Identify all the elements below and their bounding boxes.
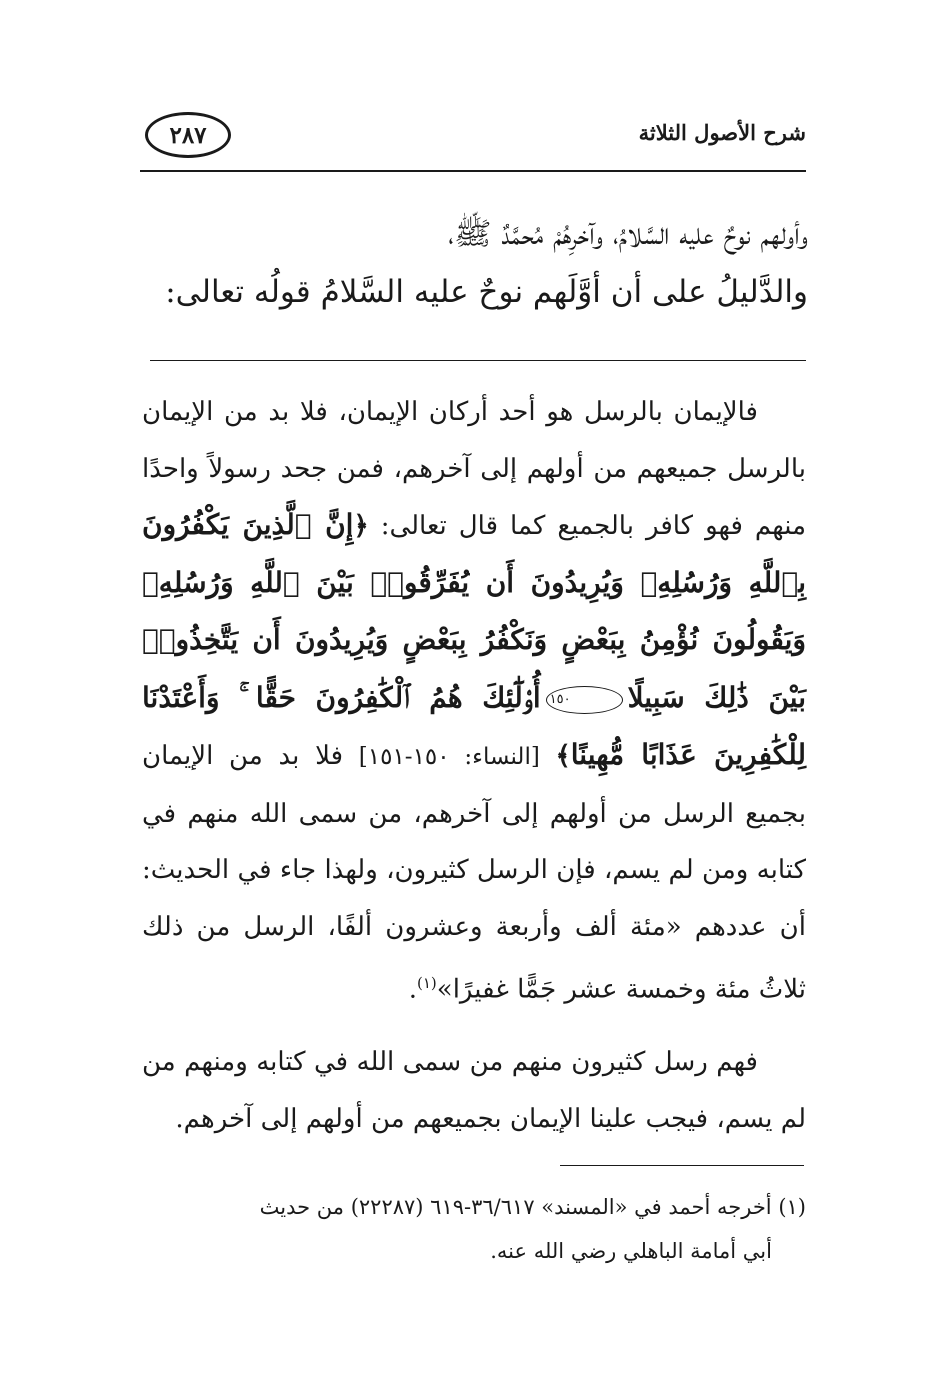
matn-text	[138, 205, 808, 321]
ayah-number-marker: ١٥٠	[546, 686, 623, 714]
running-header-title: شرح الأصول الثلاثة	[638, 120, 806, 145]
quran-brace-open: ﴿	[353, 511, 369, 541]
commentary-paragraph-2: فهم رسل كثيرون منهم من سمى الله في كتابه ومنهم من لم يسم، فيجب علينا الإيمان بجميعهم من أولهم إلى آخرهم.	[142, 1047, 806, 1134]
footnote-line-1: (١) أخرجه أحمد في «المسند» ٣٦/٦١٧-٦١٩ (٢٢٢٨٧) من حديث	[259, 1195, 806, 1219]
footnote	[142, 1185, 806, 1273]
quran-verse-part-1: إِنَّ ٱلَّذِينَ يَكْفُرُونَ بِٱللَّهِ وَرُسُلِهِۦ وَيُرِيدُونَ أَن يُفَرِّقُوا۟ بَيْنَ ٱللَّهِ وَرُسُلِهِۦ وَيَقُولُونَ نُؤْمِنُ بِبَعْضٍ وَنَكْفُرُ بِبَعْضٍ وَيُرِيدُونَ أَن يَتَّخِذُوا۟ بَيْنَ ذَٰلِكَ سَبِيلًا	[142, 508, 807, 714]
footnote-reference-mark: (١)	[417, 974, 437, 992]
matn-line-2: والدَّليلُ على أن أوَّلَهم نوحٌ عليه السَّلامُ قولُه تعالى:	[165, 274, 808, 310]
header-divider	[140, 170, 806, 172]
quran-brace-close: ﴾	[555, 741, 571, 771]
commentary-text	[142, 384, 806, 1147]
paragraph-1-end: .	[408, 974, 417, 1005]
matn-divider	[150, 360, 806, 361]
page-number-badge	[145, 112, 231, 158]
matn-line-1: وأولهم نوحٌ عليه السَّلامُ، وآخرِهُمْ مُحمَّدٌ ﷺ،	[448, 216, 808, 252]
quran-reference: [النساء: ١٥٠-١٥١]	[358, 744, 540, 770]
paragraph-1-intro: فالإيمان بالرسل هو أحد أركان الإيمان، فلا بد من الإيمان بالرسل جميعهم من أولهم إلى آخرهم، فمن جحد رسولاً واحدًا منهم فهو كافر بالجميع كما قال تعالى:	[142, 397, 806, 541]
footnote-line-2: أبي أمامة الباهلي رضي الله عنه.	[490, 1239, 772, 1263]
commentary-paragraph-1	[142, 384, 806, 1018]
paragraph-1-rest: فلا بد من الإيمان بجميع الرسل من أولهم إلى آخرهم، من سمى الله منهم في كتابه ومن لم يسم، فإن الرسل كثيرون، ولهذا جاء في الحديث: أن عددهم «مئة ألف وأربعة وعشرون ألفًا، الرسل من ذلك ثلاثُ مئة وخمسة عشر جَمًّا غفيرًا»	[142, 741, 806, 1005]
quran-verse-part-2: أُو۟لَٰٓئِكَ هُمُ ٱلْكَٰفِرُونَ حَقًّا ۚ وَأَعْتَدْنَا لِلْكَٰفِرِينَ عَذَابًا مُّهِينًا	[142, 680, 806, 771]
footnote-divider	[560, 1165, 804, 1166]
page-number: ٢٨٧	[169, 121, 207, 149]
